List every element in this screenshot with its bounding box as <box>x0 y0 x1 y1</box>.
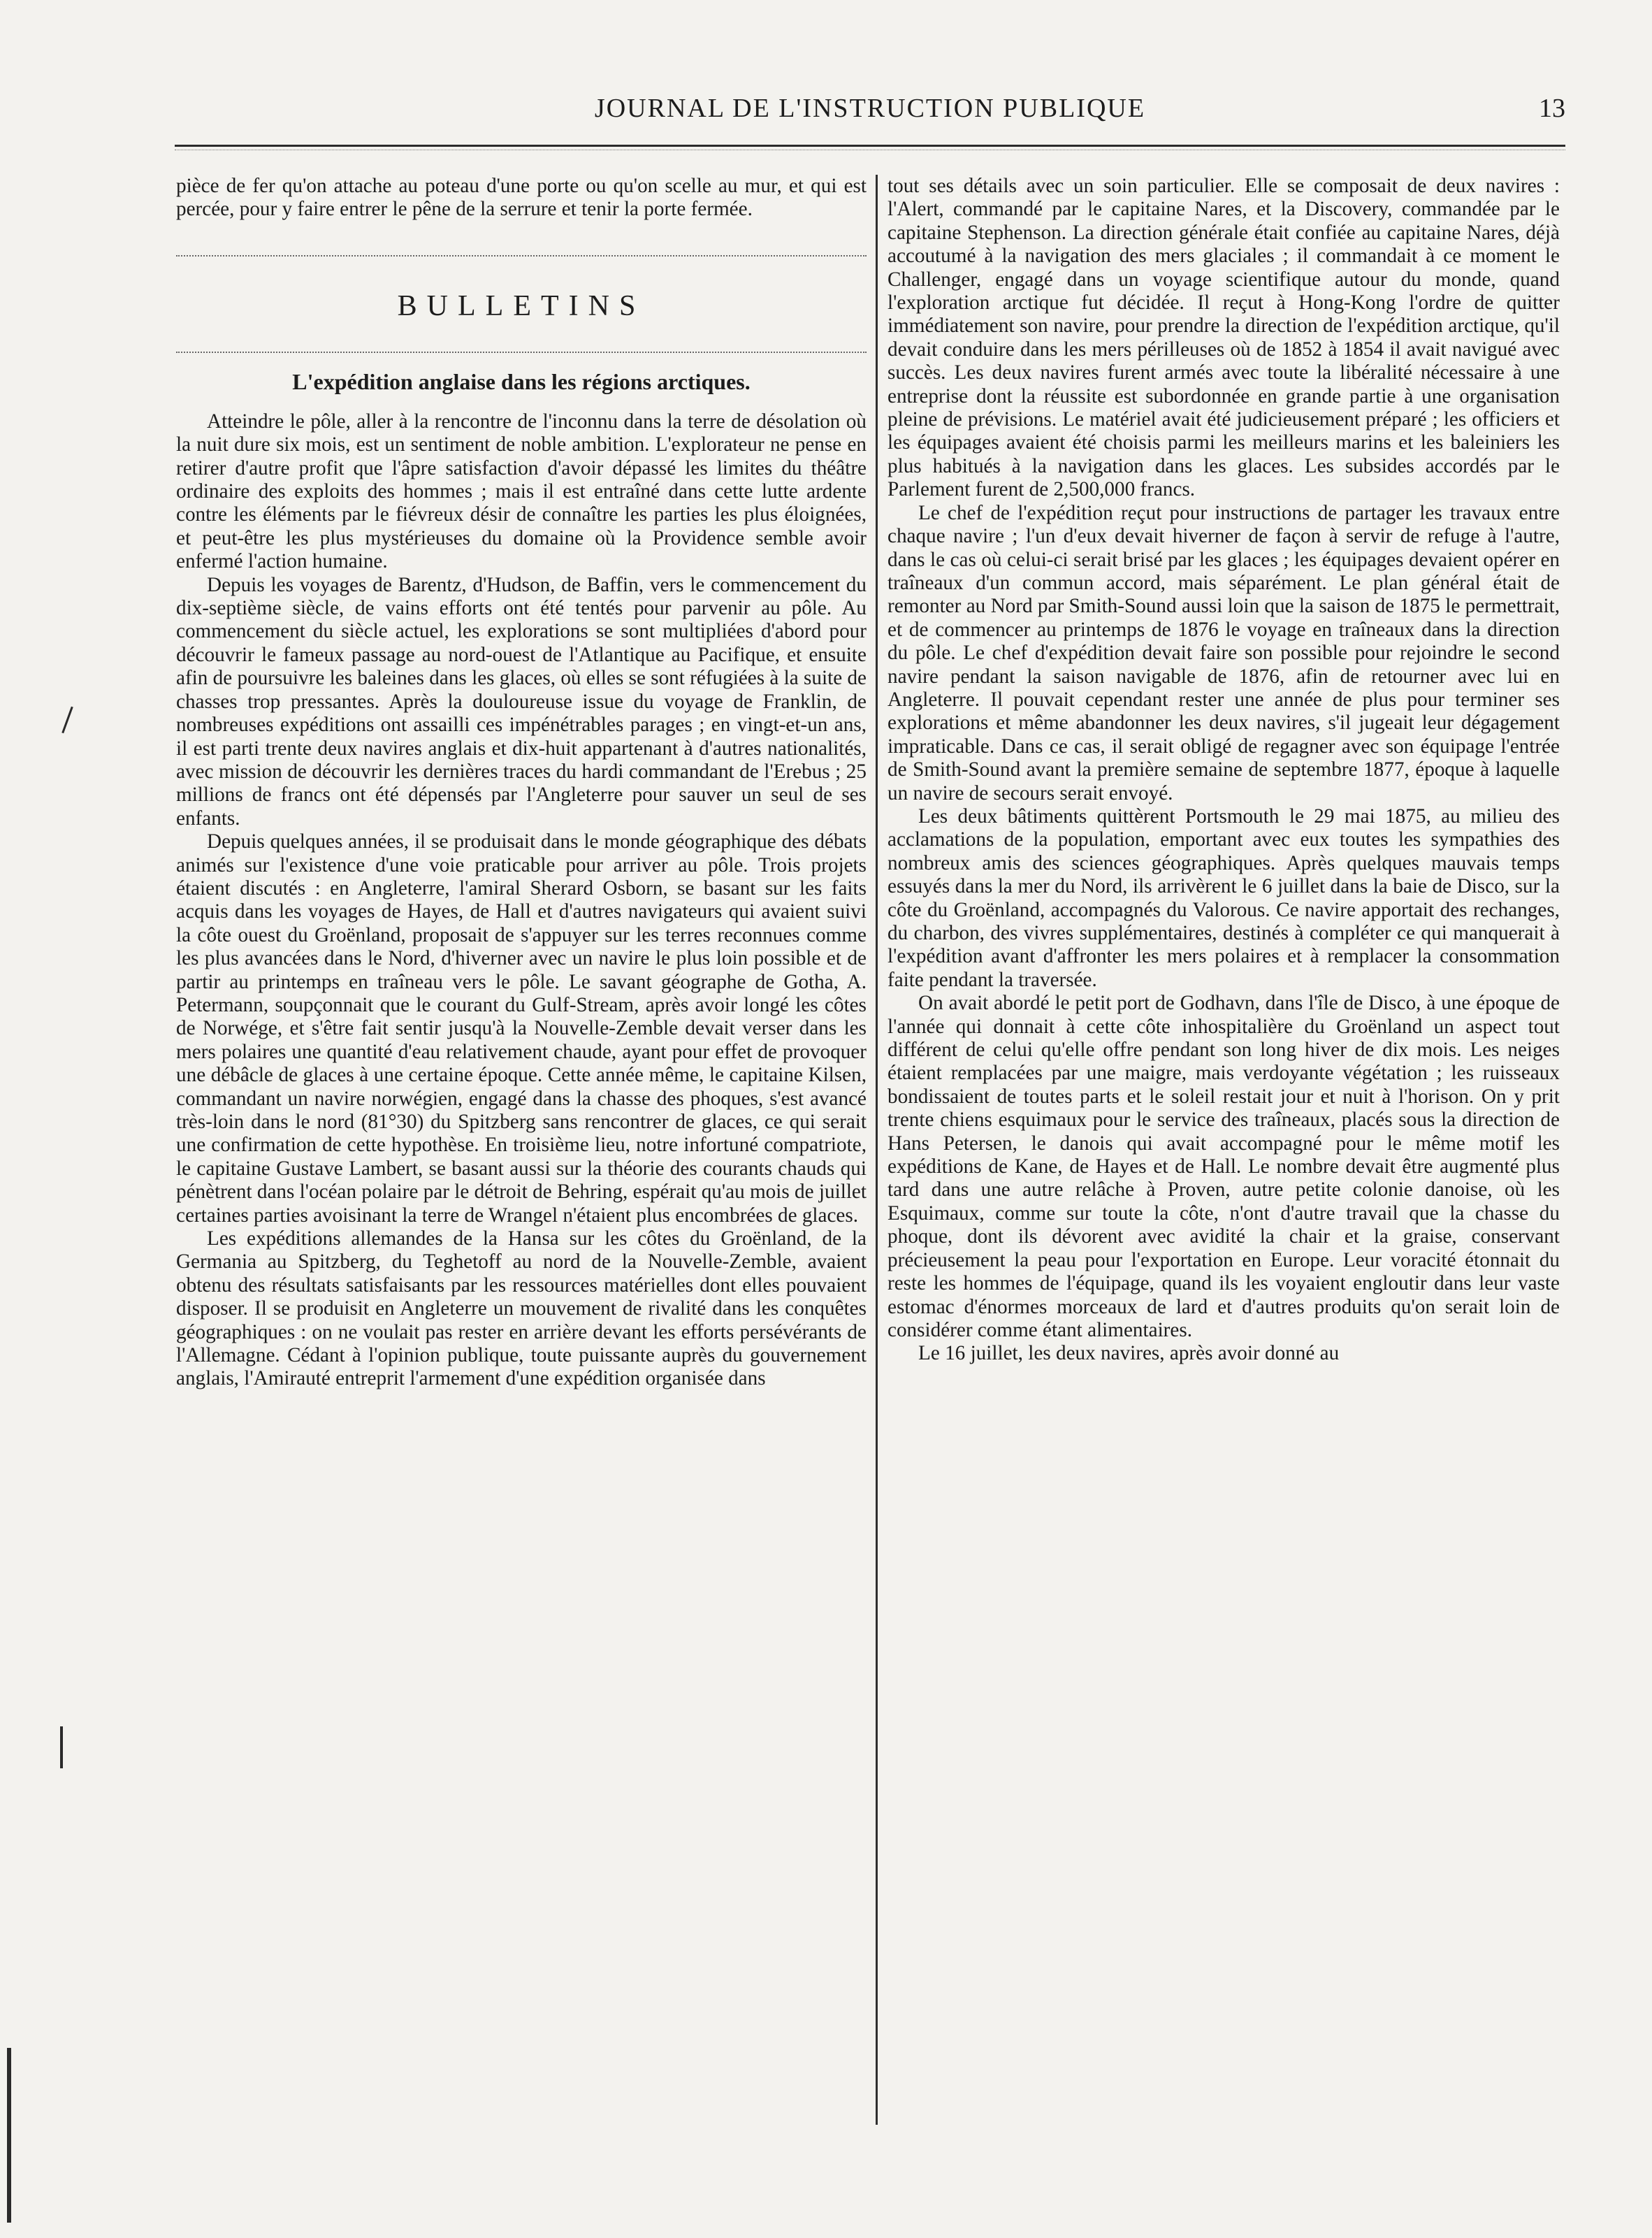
left-column <box>176 175 867 1391</box>
article-paragraph: Les expéditions allemandes de la Hansa sur les côtes du Groënland, de la Germania au Spitzberg, du Teghetoff au nord de la Nouvelle-Zemble, avaient obtenu des résultats satisfaisants par les ressources matérielles dont elles pouvaient disposer. Il se produisit en Angleterre un mouvement de rivalité dans les conquêtes géographiques : on ne voulait pas rester en arrière devant les efforts persévérants de l'Allemagne. Cédant à l'opinion publique, toute puissante auprès du gouvernement anglais, l'Amirauté entreprit l'armement d'une expédition organisée dans <box>176 1227 867 1390</box>
article-paragraph: On avait abordé le petit port de Godhavn, dans l'île de Disco, à une époque de l'année qui donnait à cette côte inhospitalière du Groënland un aspect tout différent de celui qu'elle offre pendant son long hiver de dix mois. Les neiges étaient remplacées par une maigre, mais verdoyante végétation ; les ruisseaux bondissaient de toutes parts et le soleil restait jour et nuit à l'horison. On y prit trente chiens esquimaux pour le service des traîneaux, placés sous la direction de Hans Petersen, le danois qui avait accompagné pour le même motif les expéditions de Kane, de Hayes et de Hall. Le nombre devait être augmenté plus tard dans une autre relâche à Proven, autre petite colonie danoise, où les Esquimaux, comme sur toute la côte, n'ont d'autre travail que la chasse du phoque, dont ils dévorent avec avidité la chair et la graise, conservant précieusement la peau pour l'exportation en Europe. Leur voracité étonnait du reste les hommes de l'équipage, quand ils les voyaient engloutir dans leur vaste estomac d'énormes morceaux de lard et d'autres produits qu'on serait loin de considérer comme étant alimentaires. <box>887 992 1560 1341</box>
continuation-paragraph: pièce de fer qu'on attache au poteau d'une porte ou qu'on scelle au mur, et qui est percée, pour y faire entrer le pêne de la serrure et tenir la porte fermée. <box>176 175 867 221</box>
article-title: L'expédition anglaise dans les régions arctiques. <box>292 368 751 394</box>
article-paragraph: tout ses détails avec un soin particulier. Elle se composait de deux navires : l'Alert, commandé par le capitaine Nares, et la Discovery, commandée par le capitaine Stephenson. La direction générale était confiée au capitaine Nares, déjà accoutumé à la navigation des mers glaciales ; il commandait à ce moment le Challenger, engagé dans un voyage scientifique autour du monde, quand l'exploration arctique fut décidée. Il reçut à Hong-Kong l'ordre de quitter immédiatement son navire, pour prendre la direction de l'expédition arctique, qu'il devait conduire dans les mers périlleuses où de 1852 à 1854 il avait navigué avec succès. Les deux navires furent armés avec toute la libéralité nécessaire à une entreprise dont la réussite est subordonnée en grande partie à une organisation pleine de prévisions. Le matériel avait été judicieusement préparé ; les officiers et les équipages avaient été choisis parmi les meilleurs marins et les baleiniers les plus habitués à la navigation dans les glaces. Les subsides accordés par le Parlement furent de 2,500,000 francs. <box>887 175 1560 501</box>
article-paragraph: Les deux bâtiments quittèrent Portsmouth le 29 mai 1875, au milieu des acclamations de la population, emportant avec eux toutes les sympathies des nombreux amis des sciences géographiques. Après quelques mauvais temps essuyés dans la mer du Nord, ils arrivèrent le 6 juillet dans la baie de Disco, sur la côte du Groënland, accompagnés du Valorous. Ce navire apportait des rechanges, du charbon, des vivres supplémentaires, destinés à compléter ce qui manquerait à l'expédition avant d'affronter les mers polaires et à remplacer la consommation faite pendant la traversée. <box>887 804 1560 991</box>
right-column <box>887 175 1560 1366</box>
section-title: BULLETINS <box>397 289 646 322</box>
header-rule <box>175 145 1565 150</box>
article-paragraph: Depuis quelques années, il se produisait dans le monde géographique des débats animés sur l'existence d'une voie praticable pour arriver au pôle. Trois projets étaient discutés : en Angleterre, l'amiral Sherard Osborn, se basant sur les faits acquis dans les voyages de Hayes, de Hall et d'autres navigateurs qui avaient suivi la côte ouest du Groënland, proposait de s'appuyer sur les terres reconnues comme les plus avancées dans le Nord, d'hiverner avec un navire le plus loin possible et de partir au printemps en traîneau vers le pôle. Le savant géographe de Gotha, A. Petermann, soupçonnait que le courant du Gulf-Stream, après avoir longé les côtes de Norwége, et s'être fait sentir jusqu'à la Nouvelle-Zemble devait verser dans les mers polaires une quantité d'eau relativement chaude, ayant pour effet de provoquer une débâcle de glaces à une certaine époque. Cette année même, le capitaine Kilsen, commandant un navire norwégien, engagé dans la chasse des phoques, s'est avancé très-loin dans le nord (81°30) du Spitzberg sans rencontrer de glaces, ce qui serait une confirmation de cette hypothèse. En troisième lieu, notre infortuné compatriote, le capitaine Gustave Lambert, se basant aussi sur la théorie des courants chauds qui pénètrent dans l'océan polaire par le détroit de Behring, espérait qu'au mois de juillet certaines parties avoisinant la terre de Wrangel n'étaient plus encombrées de glaces. <box>176 830 867 1227</box>
page-header <box>175 91 1565 133</box>
article-paragraph: Atteindre le pôle, aller à la rencontre de l'inconnu dans la terre de désolation où la nuit dure six mois, est un sentiment de noble ambition. L'explorateur ne pense en retirer d'autre profit que l'âpre satisfaction d'avoir dépassé les limites du théâtre ordinaire des exploits des hommes ; mais il est entraîné dans cette lutte ardente contre les éléments par le fiévreux désir de connaître les parties les plus éloignées, et peut-être les plus mystérieuses du domaine où la Providence semble avoir enfermé l'action humaine. <box>176 410 867 573</box>
scan-edge-mark <box>7 2048 11 2223</box>
section-separator-top <box>176 255 867 257</box>
article-paragraph: Depuis les voyages de Barentz, d'Hudson, de Baffin, vers le commencement du dix-septième siècle, de vains efforts ont été tentés pour parvenir au pôle. Au commencement du siècle actuel, les explorations se sont multipliées d'abord pour découvrir le fameux passage au nord-ouest de l'Atlantique au Pacifique, et ensuite afin de poursuivre les baleines dans les glaces, où elles se sont réfugiées à la suite de chasses trop pressantes. Après la douloureuse issue du voyage de Franklin, de nombreuses expéditions ont assailli ces impénétrables parages ; en vingt-et-un ans, il est parti trente deux navires anglais et dix-huit appartenant à d'autres nationalités, avec mission de découvrir les dernières traces du hardi commandant de l'Erebus ; 25 millions de francs ont été dépensés par l'Angleterre pour sauver un seul de ses enfants. <box>176 573 867 830</box>
section-separator-bottom <box>176 352 867 353</box>
article-paragraph: Le chef de l'expédition reçut pour instructions de partager les travaux entre chaque navire ; l'un d'eux devait hiverner de façon à servir de refuge à l'autre, dans le cas où celui-ci serait brisé par les glaces ; les équipages devaient opérer en traîneaux d'un commun accord, mais séparément. Le plan général était de remonter au Nord par Smith-Sound aussi loin que la saison de 1875 le permettrait, et de commencer au printemps de 1876 le voyage en traîneaux dans la direction du pôle. Le chef d'expédition devait faire son possible pour rejoindre le second navire pendant la saison navigable de 1876, afin de retourner avec lui en Angleterre. Il pouvait cependant rester une année de plus pour terminer ses explorations et même abandonner les deux navires, s'il jugeait leur dégagement impraticable. Dans ce cas, il serait obligé de regagner avec son équipage l'entrée de Smith-Sound avant la première semaine de septembre 1877, époque à laquelle un navire de secours serait envoyé. <box>887 501 1560 804</box>
scan-edge-mark <box>61 707 73 734</box>
page-number: 13 <box>1539 94 1565 123</box>
running-title: JOURNAL DE L'INSTRUCTION PUBLIQUE <box>594 94 1146 123</box>
column-divider <box>876 175 878 2125</box>
scan-edge-mark <box>60 1726 63 1768</box>
article-paragraph: Le 16 juillet, les deux navires, après avoir donné au <box>918 1342 1340 1365</box>
